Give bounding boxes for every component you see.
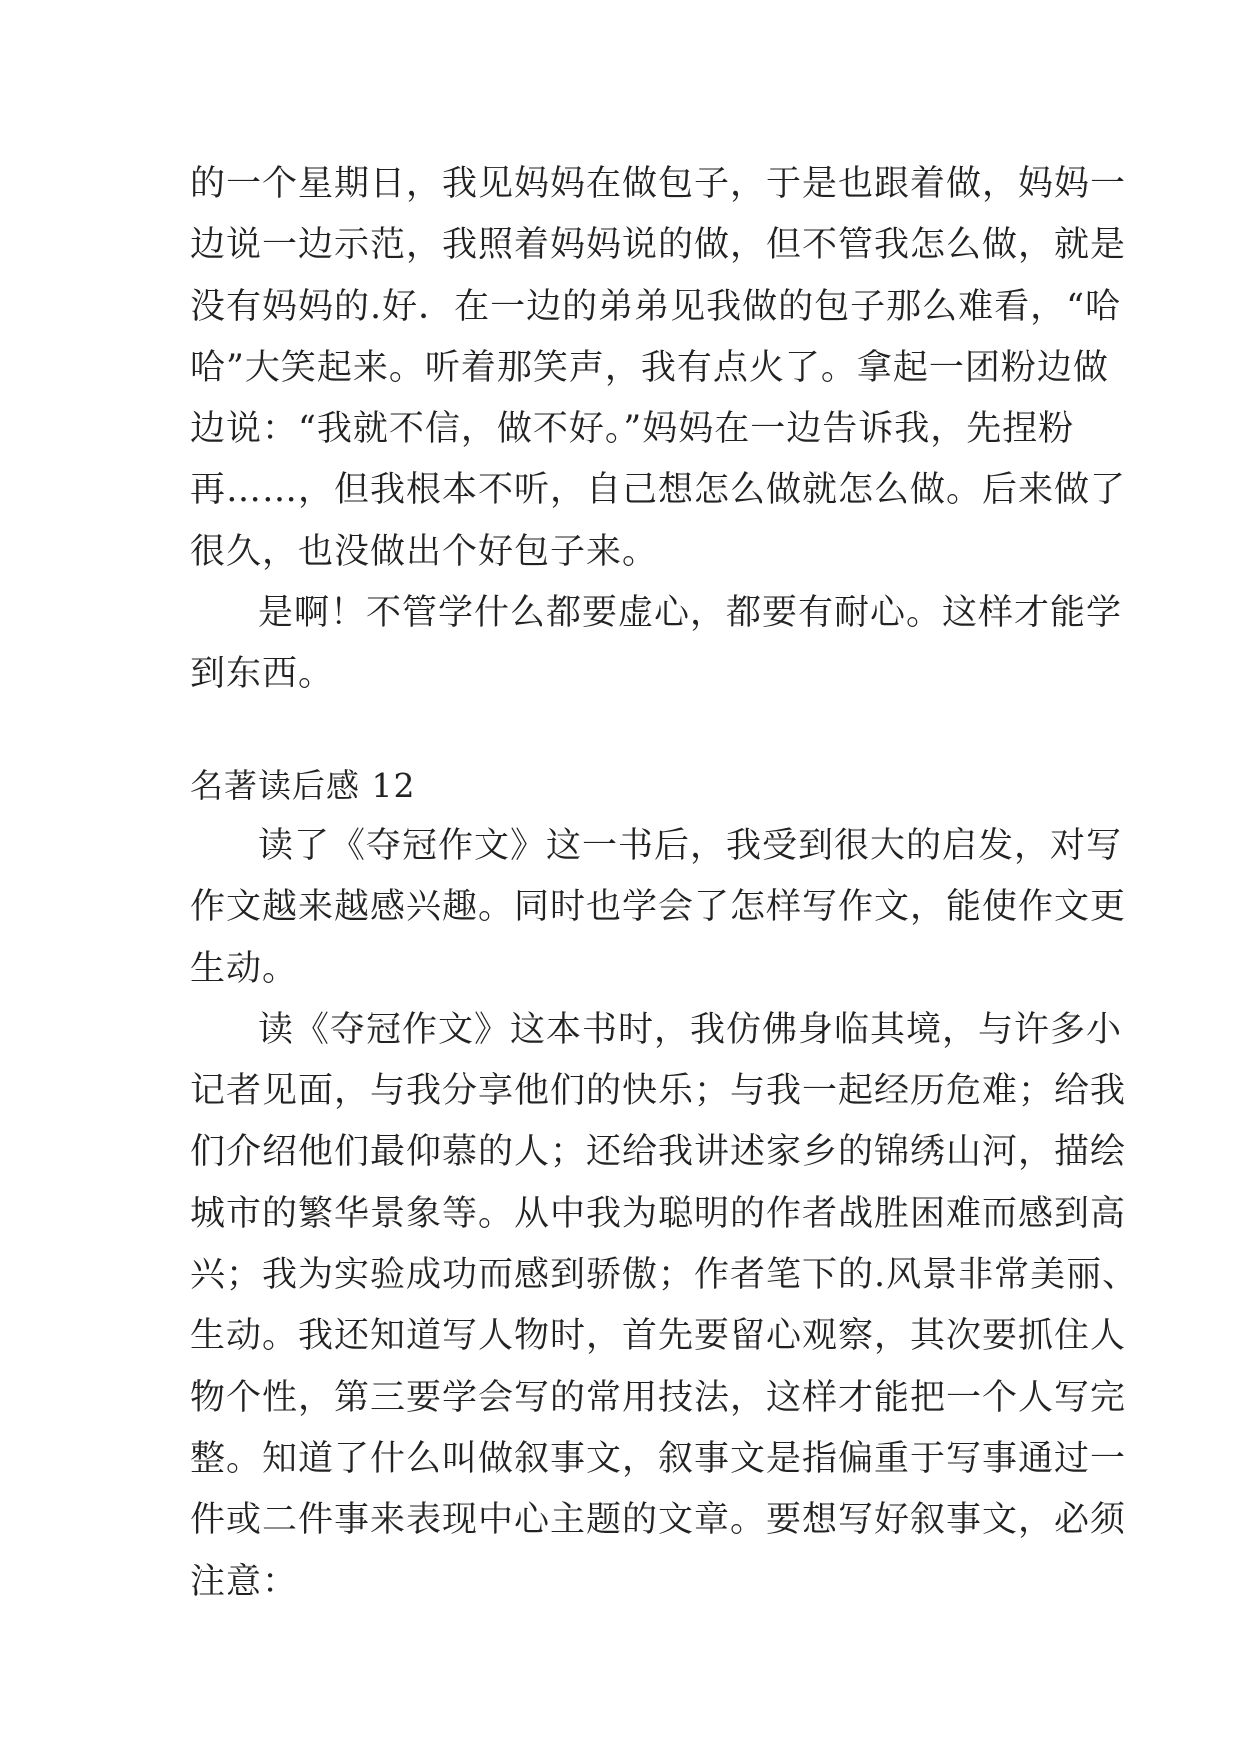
text-line: 边说一边示范，我照着妈妈说的做，但不管我怎么做，就是 [190,225,1127,266]
text-line: 读《夺冠作文》这本书时，我仿佛身临其境，与许多小 [258,1009,1123,1050]
paragraph-book-reflection [190,1000,1139,1613]
text-line: 生动。我还知道写人物时，首先要留心观察，其次要抓住人 [190,1316,1127,1357]
section-spacer [190,706,1060,755]
text-line: 记者见面，与我分享他们的快乐；与我一起经历危难；给我 [190,1071,1127,1112]
document-body [190,154,1139,1613]
text-line: 物个性，第三要学会写的常用技法，这样才能把一个人写完 [190,1377,1127,1418]
text-line: 边说：“我就不信，做不好。”妈妈在一边告诉我，先捏粉 [190,409,1075,450]
text-line: 注意： [190,1561,299,1602]
text-line: 件或二件事来表现中心主题的文章。要想写好叙事文，必须 [190,1500,1127,1541]
text-line: 到东西。 [190,654,335,695]
paragraph-story-continuation [190,154,1127,583]
text-line: 哈”大笑起来。听着那笑声，我有点火了。拿起一团粉边做 [190,347,1109,388]
section-title: 名著读后感 12 [190,765,416,805]
text-line: 很久，也没做出个好包子来。 [190,531,659,572]
text-line: 的一个星期日，我见妈妈在做包子，于是也跟着做，妈妈一 [190,164,1127,204]
text-line: 作文越来越感兴趣。同时也学会了怎样写作文，能使作文更 [190,887,1127,928]
text-line: 整。知道了什么叫做叙事文，叙事文是指偏重于写事通过一 [190,1438,1127,1479]
text-line: 是啊！不管学什么都要虚心，都要有耐心。这样才能学 [258,593,1123,634]
text-line: 兴；我为实验成功而感到骄傲；作者笔下的.风景非常美丽、 [190,1255,1139,1296]
text-line: 再……，但我根本不听，自己想怎么做就怎么做。后来做了 [190,470,1127,511]
text-line: 们介绍他们最仰慕的人；还给我讲述家乡的锦绣山河，描绘 [190,1132,1127,1173]
text-line: 城市的繁华景象等。从中我为聪明的作者战胜困难而感到高 [190,1193,1127,1234]
text-line: 没有妈妈的.好．在一边的弟弟见我做的包子那么难看，“哈 [190,286,1122,327]
text-line: 读了《夺冠作文》这一书后，我受到很大的启发，对写 [258,825,1123,866]
text-line: 生动。 [190,948,299,989]
paragraph-introduction [190,816,1127,1000]
paragraph-conclusion [190,583,1123,706]
